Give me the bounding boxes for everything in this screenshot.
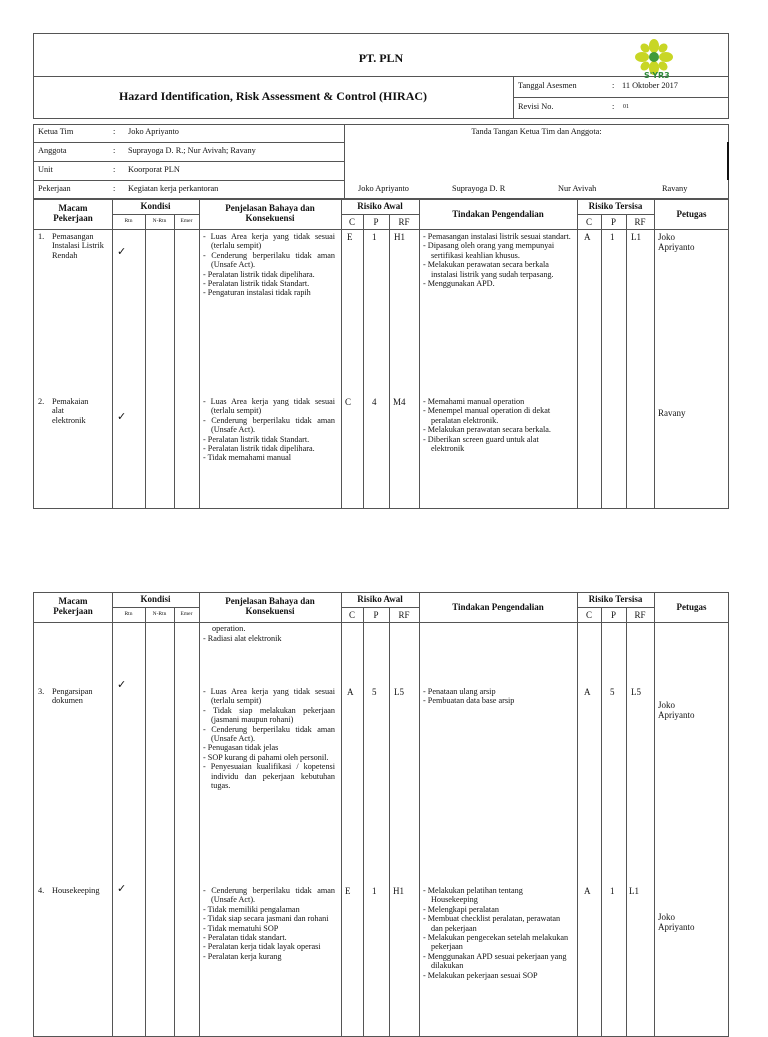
header-risk-initial: Risiko Awal [357,201,403,211]
unit-value: Koorporat PLN [128,165,180,174]
members-value: Suprayoga D. R.; Nur Avivah; Ravany [128,146,256,155]
header-condition: Kondisi [140,594,171,604]
header-control: Tindakan Pengendalian [452,209,544,219]
date-value: 11 Oktober 2017 [622,81,678,90]
control-list: - Penataan ulang arsip - Pembuatan data base arsip [423,687,571,706]
job-name: Pengarsipan dokumen [52,687,93,706]
officer-name: Ravany [658,408,686,418]
revision-value: 01 [623,104,629,110]
checkmark-icon: ✓ [117,882,127,895]
company-logo [630,38,678,82]
header-hazard: Penjelasan Bahaya dan Konsekuensi [225,203,315,224]
officer-name: Joko Apriyanto [658,232,695,253]
hazard-list: - Luas Area kerja yang tidak sesuai (terlalu sempit) - Cenderung berperilaku tidak aman (Unsafe Act). - Peralatan listrik tidak dipelihara. - Peralatan listrik tidak Standart. - Pengaturan instalasi tidak rapih [203,232,335,298]
control-list: - Pemasangan instalasi listrik sesuai standart. - Dipasang oleh orang yang mempunyai sertifikasi keahlian khusus. - Melakukan perawatan secara berkala instalasi listrik yang sudah terpasang. - Menggunakan APD. [423,232,571,288]
logo-text: S'YR3 [644,71,670,80]
officer-name: Joko Apriyanto [658,700,695,721]
hazard-list: - Luas Area kerja yang tidak sesuai (terlalu sempit) - Cenderung berperilaku tidak aman (Unsafe Act). - Peralatan listrik tidak Standart. - Peralatan listrik tidak dipelihara. - Tidak memahami manual [203,397,335,463]
company-name: PT. PLN [358,51,404,65]
job-name: Housekeeping [52,886,100,895]
header-hazard: Penjelasan Bahaya dan Konsekuensi [225,596,315,617]
signer-name: Nur Avivah [558,184,597,193]
team-leader-label: Ketua Tim [38,127,74,136]
job-label: Pekerjaan [38,184,71,193]
officer-name: Joko Apriyanto [658,912,695,933]
checkmark-icon: ✓ [117,678,127,691]
date-colon: : [612,81,615,90]
hazard-list: - Luas Area kerja yang tidak sesuai (terlalu sempit) - Tidak siap melakukan pekerjaan (jasmani maupun rohani) - Cenderung berperilaku tidak aman (Unsafe Act). - Penugasan tidak jelas - SOP kurang di pahami oleh personil. - Penyesuaian kualifikasi / kopetensi individu dan pekerjaan kebutuhan tugas. [203,687,335,790]
header-risk-initial: Risiko Awal [357,594,403,604]
header-risk-residual: Risiko Tersisa [588,201,643,211]
date-label: Tanggal Asesmen [518,81,577,90]
revision-colon: : [612,102,615,111]
header-condition: Kondisi [140,201,171,211]
checkmark-icon: ✓ [117,410,127,423]
header-officer: Petugas [676,209,707,219]
control-list: - Memahami manual operation - Menempel manual operation di dekat peralatan elektronik. - Melakukan perawatan secara berkala. - Diberikan screen guard untuk alat elektronik [423,397,571,453]
header-control: Tindakan Pengendalian [452,602,544,612]
members-label: Anggota [38,146,67,155]
signature-title: Tanda Tangan Ketua Tim dan Anggota: [471,127,602,136]
header-job: Macam Pekerjaan [53,203,93,224]
control-list: - Melakukan pelatihan tentang Housekeeping - Melengkapi peralatan - Membuat checklist peralatan, perawatan dan pekerjaan - Melakukan pengecekan setelah melakukan pekerjaan - Menggunakan APD sesuai pekerjaan yang dilakukan - Melakukan pekerjaan sesuai SOP [423,886,571,980]
header-job: Macam Pekerjaan [53,596,93,617]
hirac-table [33,199,729,509]
hirac-table [33,592,729,1037]
signer-name: Suprayoga D. R [452,184,506,193]
header-risk-residual: Risiko Tersisa [588,594,643,604]
header-officer: Petugas [676,602,707,612]
hazard-list: - Cenderung berperilaku tidak aman (Unsafe Act). - Tidak memiliki pengalaman - Tidak siap secara jasmani dan rohani - Tidak mematuhi SOP - Peralatan tidak standart. - Peralatan kerja tidak layak operasi - Peralatan kerja kurang [203,886,335,961]
revision-label: Revisi No. [518,102,554,111]
signer-name: Joko Apriyanto [358,184,409,193]
signer-name: Ravany [662,184,688,193]
document-title: Hazard Identification, Risk Assessment & Control (HIRAC) [118,89,428,103]
job-name: Pemakaian alat elektronik [52,397,89,425]
checkmark-icon: ✓ [117,245,127,258]
team-leader-value: Joko Apriyanto [128,127,179,136]
job-value: Kegiatan kerja perkantoran [128,184,219,193]
unit-label: Unit [38,165,53,174]
job-name: Pemasangan Instalasi Listrik Rendah [52,232,104,260]
